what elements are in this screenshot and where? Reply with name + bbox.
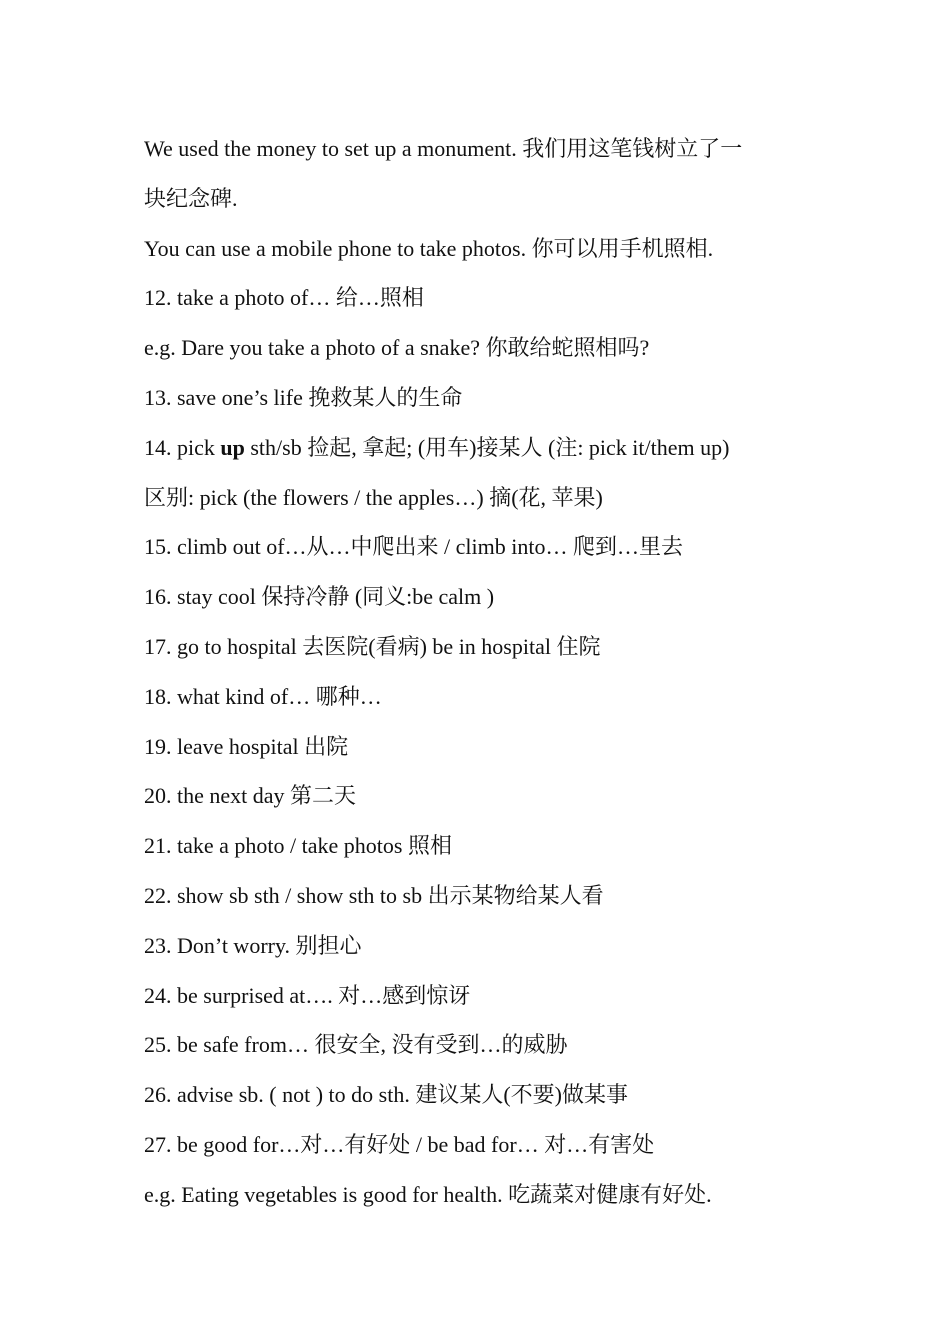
- text-line: 区别: pick (the flowers / the apples…) 摘(花, 苹果): [144, 484, 603, 510]
- text-line: [144, 423, 824, 473]
- text-line: 18. what kind of… 哪种…: [144, 683, 382, 709]
- text-line: 块纪念碑.: [144, 185, 238, 211]
- text-line: 16. stay cool 保持冷静 (同义:be calm ): [144, 584, 495, 610]
- text-line: 17. go to hospital 去医院(看病) be in hospital 住院: [144, 633, 601, 659]
- text-line: 27. be good for…对…有好处 / be bad for… 对…有害处: [144, 1131, 655, 1157]
- text-line: 20. the next day 第二天: [144, 783, 357, 809]
- text-line: 13. save one’s life 挽救某人的生命: [144, 384, 463, 410]
- bold-keyword: up: [220, 434, 245, 460]
- text-line: e.g. Dare you take a photo of a snake? 你敢给蛇照相吗?: [144, 335, 650, 361]
- text-line: You can use a mobile phone to take photos. 你可以用手机照相.: [144, 235, 714, 261]
- document-body: [144, 124, 824, 1220]
- text-line: e.g. Eating vegetables is good for health. 吃蔬菜对健康有好处.: [144, 1181, 712, 1207]
- text-line: 21. take a photo / take photos 照相: [144, 833, 452, 859]
- text-line: 25. be safe from… 很安全, 没有受到…的威胁: [144, 1032, 568, 1058]
- text-line: We used the money to set up a monument. 我们用这笔钱树立了一: [144, 136, 743, 161]
- text-segment: sth/sb 捡起, 拿起; (用车)接某人 (注: pick it/them up): [244, 434, 730, 460]
- text-line: 19. leave hospital 出院: [144, 733, 349, 759]
- text-line: 12. take a photo of… 给…照相: [144, 285, 424, 311]
- text-line: 22. show sb sth / show sth to sb 出示某物给某人看: [144, 882, 604, 908]
- text-line: 24. be surprised at…. 对…感到惊讶: [144, 982, 471, 1008]
- text-line: 15. climb out of…从…中爬出来 / climb into… 爬到…里去: [144, 534, 683, 560]
- text-line: 26. advise sb. ( not ) to do sth. 建议某人(不要)做某事: [144, 1082, 628, 1108]
- text-line: 23. Don’t worry. 别担心: [144, 932, 362, 958]
- text-segment: 14. pick: [144, 434, 221, 460]
